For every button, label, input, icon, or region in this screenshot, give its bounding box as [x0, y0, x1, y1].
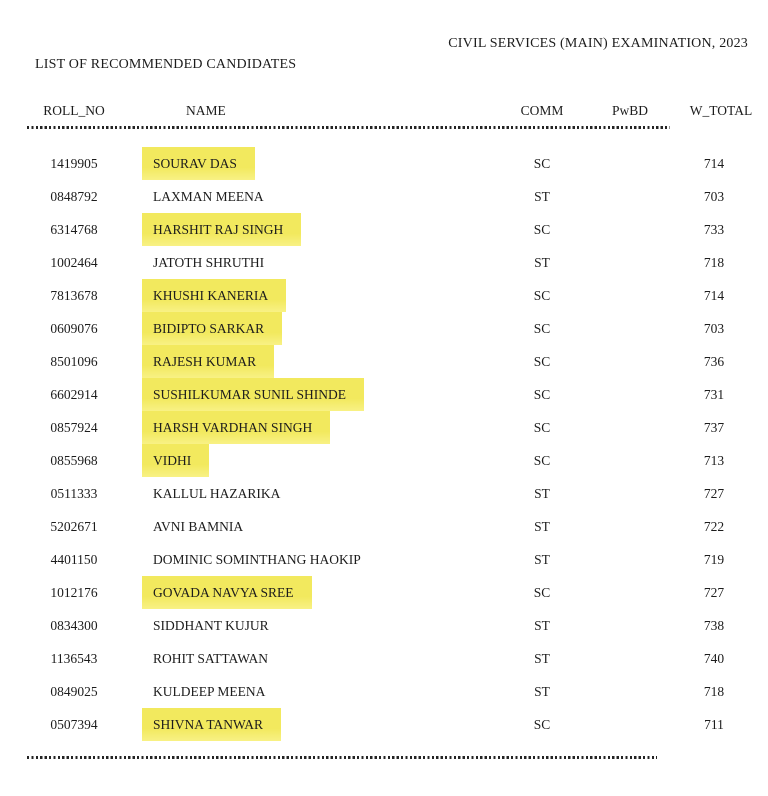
candidate-name: HARSHIT RAJ SINGH [142, 213, 301, 246]
table-row [20, 642, 768, 675]
table-row [20, 345, 768, 378]
cell-w-total: 703 [703, 320, 725, 336]
cell-roll-no: 0507394 [50, 716, 98, 732]
cell-roll-no: 7813678 [50, 287, 98, 303]
cell-comm: ST [534, 188, 550, 204]
cell-comm: SC [533, 716, 551, 732]
cell-roll-no: 6314768 [50, 221, 98, 237]
column-header-w-total: W_TOTAL [689, 103, 753, 118]
cell-name [128, 345, 498, 378]
cell-w-total: 714 [703, 155, 725, 171]
candidate-name: KALLUL HAZARIKA [153, 486, 281, 501]
cell-comm: SC [533, 584, 551, 600]
cell-name [128, 650, 498, 667]
candidate-name: SIDDHANT KUJUR [153, 618, 269, 633]
table-row [20, 279, 768, 312]
document-title: CIVIL SERVICES (MAIN) EXAMINATION, 2023 [448, 36, 748, 51]
cell-roll-no: 0834300 [50, 617, 98, 633]
table-row [20, 411, 768, 444]
cell-roll-no: 0857924 [50, 419, 98, 435]
cell-w-total: 740 [703, 650, 725, 666]
cell-comm: ST [534, 617, 550, 633]
table-row [20, 213, 768, 246]
cell-name [128, 147, 498, 180]
cell-name [128, 617, 498, 634]
cell-comm: SC [533, 353, 551, 369]
table-row [20, 378, 768, 411]
candidate-name: SOURAV DAS [142, 147, 255, 180]
cell-roll-no: 0848792 [50, 188, 98, 204]
cell-w-total: 737 [703, 419, 725, 435]
candidate-name: BIDIPTO SARKAR [142, 312, 282, 345]
cell-w-total: 718 [703, 254, 725, 270]
footer-divider-dashed-line [27, 756, 657, 759]
cell-comm: SC [533, 221, 551, 237]
cell-roll-no: 0609076 [50, 320, 98, 336]
cell-roll-no: 5202671 [50, 518, 98, 534]
cell-w-total: 713 [703, 452, 725, 468]
cell-name [128, 312, 498, 345]
cell-name [128, 551, 498, 568]
candidate-name: DOMINIC SOMINTHANG HAOKIP [153, 552, 361, 567]
table-row [20, 477, 768, 510]
cell-name [128, 485, 498, 502]
table-row [20, 312, 768, 345]
cell-roll-no: 1012176 [50, 584, 98, 600]
cell-w-total: 733 [703, 221, 725, 237]
cell-w-total: 719 [703, 551, 725, 567]
header-divider-dashed-line [27, 126, 670, 129]
table-row [20, 576, 768, 609]
cell-roll-no: 4401150 [50, 551, 98, 567]
cell-name [128, 576, 498, 609]
cell-w-total: 727 [703, 485, 725, 501]
document-subtitle: LIST OF RECOMMENDED CANDIDATES [35, 57, 297, 72]
cell-comm: SC [533, 320, 551, 336]
cell-w-total: 731 [703, 386, 725, 402]
cell-roll-no: 8501096 [50, 353, 98, 369]
table-row [20, 708, 768, 741]
cell-roll-no: 1136543 [50, 650, 98, 666]
cell-w-total: 718 [703, 683, 725, 699]
candidate-name: RAJESH KUMAR [142, 345, 274, 378]
cell-name [128, 708, 498, 741]
cell-roll-no: 1002464 [50, 254, 98, 270]
cell-comm: ST [534, 650, 550, 666]
cell-comm: SC [533, 386, 551, 402]
cell-name [128, 254, 498, 271]
column-header-comm: COMM [520, 103, 564, 118]
cell-w-total: 738 [703, 617, 725, 633]
cell-w-total: 736 [703, 353, 725, 369]
table-header-row [20, 103, 768, 119]
cell-name [128, 213, 498, 246]
column-header-roll-no: ROLL_NO [43, 103, 105, 118]
candidate-name: HARSH VARDHAN SINGH [142, 411, 330, 444]
cell-comm: SC [533, 287, 551, 303]
cell-w-total: 703 [703, 188, 725, 204]
cell-w-total: 711 [704, 716, 724, 732]
candidate-name: AVNI BAMNIA [153, 519, 244, 534]
candidate-name: KULDEEP MEENA [153, 684, 266, 699]
table-row [20, 609, 768, 642]
table-row [20, 543, 768, 576]
cell-w-total: 722 [703, 518, 725, 534]
candidate-name: SUSHILKUMAR SUNIL SHINDE [142, 378, 364, 411]
candidate-name: SHIVNA TANWAR [142, 708, 281, 741]
table-row [20, 444, 768, 477]
cell-comm: SC [533, 155, 551, 171]
cell-roll-no: 1419905 [50, 155, 98, 171]
cell-comm: ST [534, 254, 550, 270]
candidate-name: GOVADA NAVYA SREE [142, 576, 312, 609]
table-row [20, 675, 768, 708]
column-header-name: NAME [186, 103, 226, 118]
cell-name [128, 378, 498, 411]
candidate-name: ROHIT SATTAWAN [153, 651, 268, 666]
cell-w-total: 727 [703, 584, 725, 600]
table-row [20, 246, 768, 279]
cell-name [128, 411, 498, 444]
cell-roll-no: 0849025 [50, 683, 98, 699]
cell-comm: ST [534, 518, 550, 534]
cell-comm: SC [533, 419, 551, 435]
cell-w-total: 714 [703, 287, 725, 303]
cell-roll-no: 6602914 [50, 386, 98, 402]
cell-name [128, 444, 498, 477]
cell-roll-no: 0855968 [50, 452, 98, 468]
cell-comm: SC [533, 452, 551, 468]
cell-comm: ST [534, 551, 550, 567]
candidate-name: JATOTH SHRUTHI [153, 255, 265, 270]
table-row [20, 510, 768, 543]
table-body [20, 147, 768, 741]
cell-comm: ST [534, 683, 550, 699]
column-header-pwbd: PwBD [611, 103, 648, 118]
cell-name [128, 279, 498, 312]
candidate-name: VIDHI [142, 444, 209, 477]
table-row [20, 180, 768, 213]
cell-name [128, 518, 498, 535]
candidate-name: LAXMAN MEENA [153, 189, 264, 204]
table-row [20, 147, 768, 180]
cell-comm: ST [534, 485, 550, 501]
cell-roll-no: 0511333 [50, 485, 98, 501]
cell-name [128, 188, 498, 205]
candidate-name: KHUSHI KANERIA [142, 279, 286, 312]
cell-name [128, 683, 498, 700]
